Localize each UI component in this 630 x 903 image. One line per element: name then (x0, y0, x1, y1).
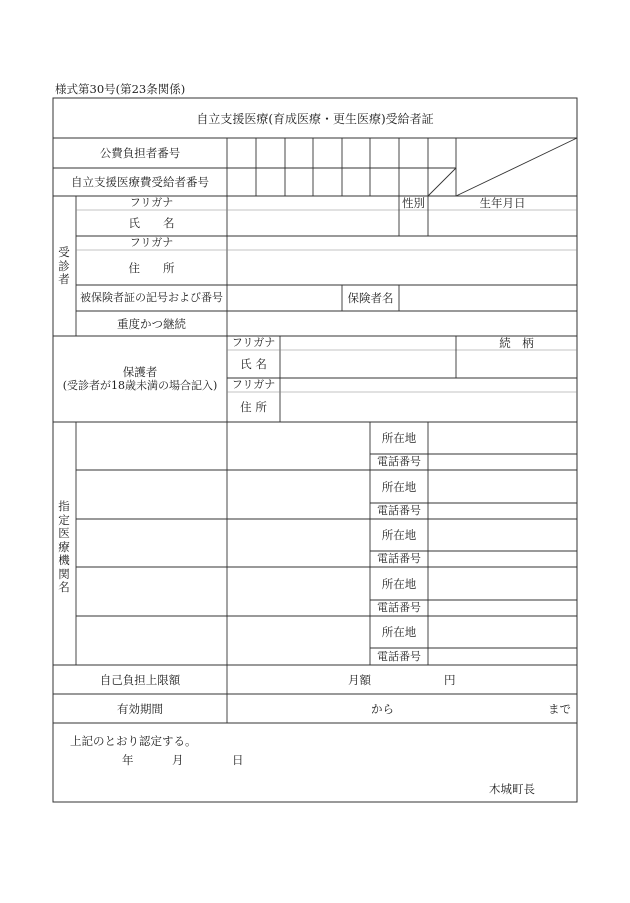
guardian-furigana-label: フリガナ (231, 336, 276, 349)
patient-address-label: 住 所 (128, 261, 175, 275)
monthly-label: 月額 (348, 673, 371, 687)
page-title: 自立支援医療(育成医療・更生医療)受給者証 (196, 112, 434, 126)
guardian-condition-note: (受診者が18歳未満の場合記入) (62, 379, 218, 392)
institution-4-location-label: 所在地 (381, 577, 417, 591)
insurer-label: 保険者名 (347, 291, 394, 305)
patient-furigana-label: フリガナ (129, 196, 174, 209)
institution-1-phone-label: 電話番号 (377, 455, 421, 468)
institutions-section-label: 指定医療機関名 (58, 499, 70, 594)
patient-section-label: 受診者 (58, 245, 70, 286)
relation-label: 続 柄 (499, 336, 534, 350)
institution-1-location-label: 所在地 (381, 431, 417, 445)
birthdate-label: 生年月日 (479, 196, 526, 210)
guardian-label: 保護者 (122, 365, 158, 379)
institution-4-phone-label: 電話番号 (377, 601, 421, 614)
patient-furigana2-label: フリガナ (129, 236, 174, 249)
institution-5-location-label: 所在地 (381, 625, 417, 639)
institution-3-phone-label: 電話番号 (377, 552, 421, 565)
validity-period-label: 有効期間 (117, 702, 163, 716)
guardian-name-label: 氏 名 (240, 357, 267, 371)
year-label: 年 (122, 753, 134, 767)
guardian-address-label: 住 所 (240, 400, 267, 414)
severe-continuous-label: 重度かつ継続 (117, 317, 186, 331)
institution-2-location-label: 所在地 (381, 480, 417, 494)
institution-5-phone-label: 電話番号 (377, 650, 421, 663)
self-burden-limit-label: 自己負担上限額 (99, 673, 181, 687)
form-number: 様式第30号(第23条関係) (55, 82, 186, 96)
validity-from-label: から (371, 702, 394, 716)
insurance-card-label: 被保険者証の記号および番号 (80, 291, 223, 304)
issuer-name: 木城町長 (489, 782, 535, 796)
institution-3-location-label: 所在地 (381, 528, 417, 542)
yen-label: 円 (444, 673, 456, 687)
sex-label: 性別 (402, 196, 425, 210)
certification-statement: 上記のとおり認定する。 (70, 734, 197, 748)
validity-until-label: まで (548, 702, 571, 716)
institution-2-phone-label: 電話番号 (377, 504, 421, 517)
public-payer-number-label: 公費負担者番号 (99, 146, 181, 160)
patient-name-label: 氏 名 (128, 216, 175, 230)
day-label: 日 (232, 753, 244, 767)
guardian-furigana2-label: フリガナ (231, 378, 276, 391)
month-label: 月 (172, 753, 184, 767)
recipient-number-label: 自立支援医療費受給者番号 (71, 175, 209, 189)
